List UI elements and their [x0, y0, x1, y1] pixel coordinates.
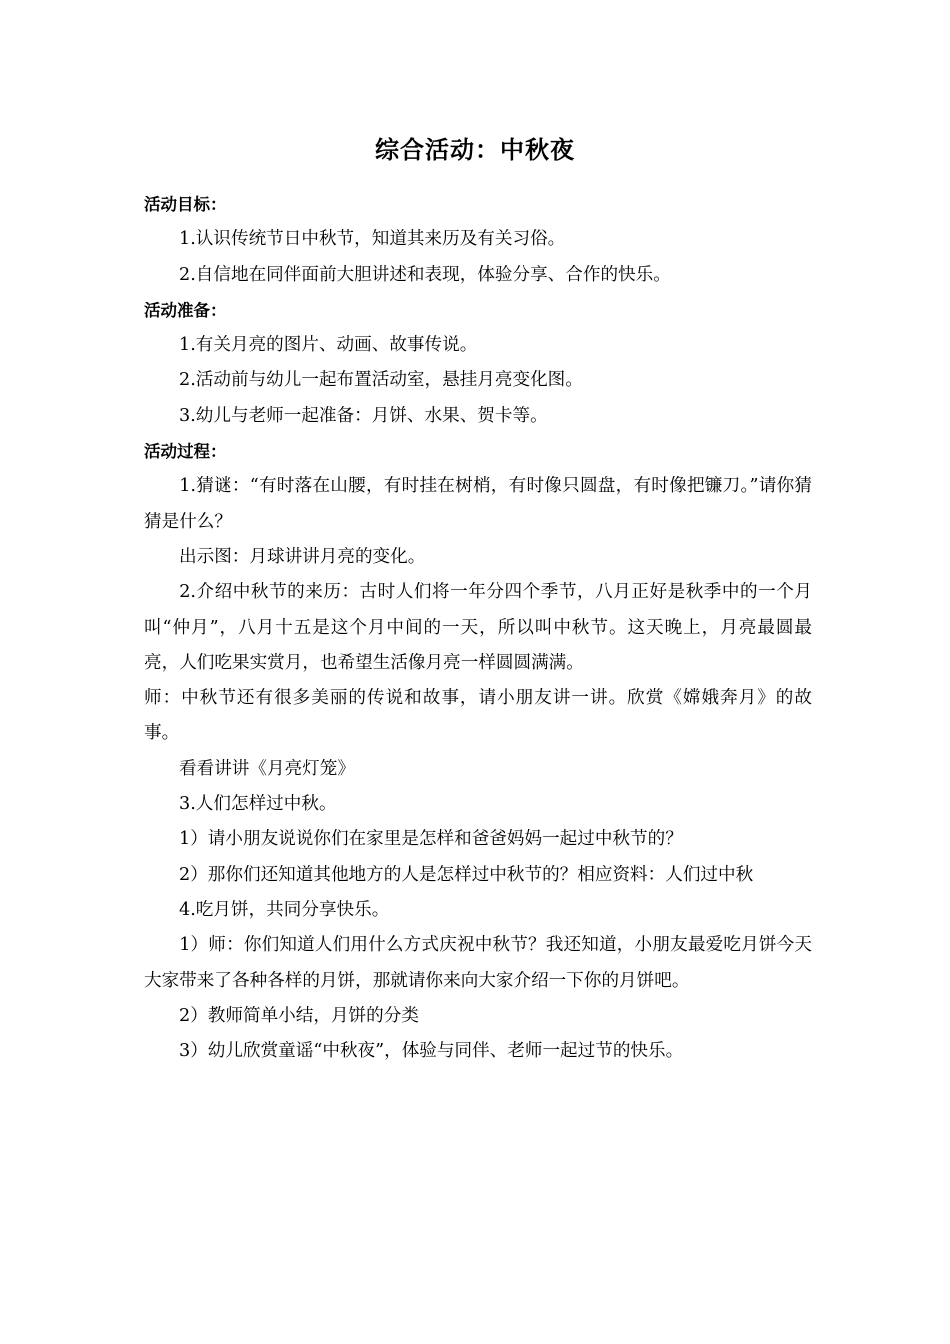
step4-paragraph-1: 1）师：你们知道人们用什么方式庆祝中秋节？我还知道，小朋友最爱吃月饼今天大家带来了各种各样的月饼，那就请你来向大家介绍一下你的月饼吧。 — [144, 935, 812, 991]
preparation-item: 1.有关月亮的图片、动画、故事传说。 — [179, 335, 478, 356]
watch-talk-line: 看看讲讲《月亮灯笼》 — [179, 758, 355, 779]
show-picture-line: 出示图：月球讲讲月亮的变化。 — [179, 546, 426, 567]
step4-paragraph-2: 2）教师简单小结，月饼的分类 — [179, 1005, 419, 1026]
step3-title: 3.人们怎样过中秋。 — [179, 794, 337, 815]
origin-paragraph: 2.介绍中秋节的来历：古时人们将一年分四个季节，八月正好是秋季中的一个月叫“仲月”，八月十五是这个月中间的一天，所以叫中秋节。这天晚上，月亮最圆最亮，人们吃果实赏月，也希望生活像月亮一样圆圆满满。 — [144, 582, 812, 673]
section-heading-goals: 活动目标： — [144, 195, 227, 214]
section-heading-preparation: 活动准备： — [144, 300, 227, 320]
page-title: 综合活动：中秋夜 — [375, 136, 575, 164]
preparation-item: 3.幼儿与老师一起准备：月饼、水果、贺卡等。 — [179, 405, 548, 426]
goal-item: 1.认识传统节日中秋节，知道其来历及有关习俗。 — [179, 229, 566, 250]
teacher-story-paragraph: 师：中秋节还有很多美丽的传说和故事，请小朋友讲一讲。欣赏《嫦娥奔月》的故事。 — [144, 688, 812, 744]
document-body — [144, 187, 812, 1069]
step4-paragraph-3: 3）幼儿欣赏童谣“中秋夜”，体验与同伴、老师一起过节的快乐。 — [179, 1041, 684, 1062]
step3-question-1: 1）请小朋友说说你们在家里是怎样和爸爸妈妈一起过中秋节的？ — [179, 829, 683, 850]
goal-item: 2.自信地在同伴面前大胆讲述和表现，体验分享、合作的快乐。 — [179, 264, 671, 285]
step3-question-2: 2）那你们还知道其他地方的人是怎样过中秋节的？相应资料：人们过中秋 — [179, 864, 754, 885]
riddle-paragraph: 1.猜谜：“有时落在山腰，有时挂在树梢，有时像只圆盘，有时像把镰刀。”请你猜猜是什么？ — [144, 476, 812, 532]
section-heading-process: 活动过程： — [144, 442, 227, 462]
step4-title: 4.吃月饼，共同分享快乐。 — [179, 899, 390, 920]
preparation-item: 2.活动前与幼儿一起布置活动室，悬挂月亮变化图。 — [179, 370, 583, 391]
